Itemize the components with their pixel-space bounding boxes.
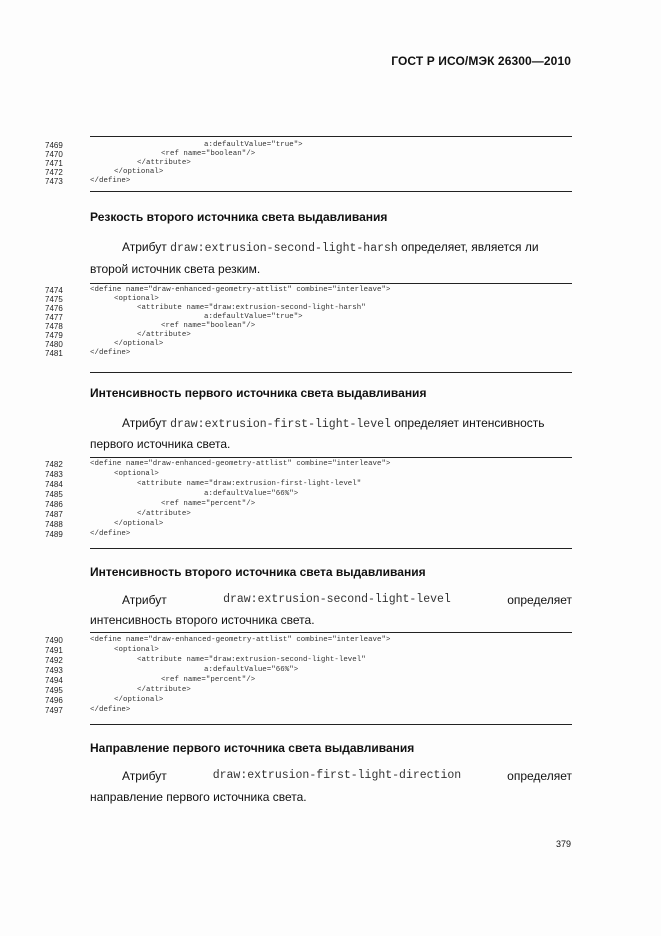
code-bottom-rule xyxy=(90,724,572,725)
code-text: </optional> xyxy=(114,168,164,176)
code-text: <ref name="boolean"/> xyxy=(161,150,256,158)
line-number: 7492 xyxy=(45,656,63,665)
code-text: <attribute name="draw:extrusion-second-light-level" xyxy=(137,656,366,664)
line-number: 7485 xyxy=(45,490,63,499)
code-text: <attribute name="draw:extrusion-first-light-level" xyxy=(137,480,362,488)
code-text: a:defaultValue="66%"> xyxy=(204,490,299,498)
line-number: 7491 xyxy=(45,646,63,655)
section-heading: Интенсивность первого источника света выдавливания xyxy=(90,386,427,400)
page-number: 379 xyxy=(555,839,571,849)
paragraph-text: определяет xyxy=(507,593,572,607)
line-number: 7470 xyxy=(45,150,63,159)
line-number: 7497 xyxy=(45,706,63,715)
code-line xyxy=(0,322,661,331)
code-line xyxy=(0,150,661,159)
attribute-name: draw:extrusion-first-light-direction xyxy=(212,769,462,782)
paragraph-line xyxy=(122,593,572,607)
code-text: a:defaultValue="66%"> xyxy=(204,666,299,674)
code-line xyxy=(0,340,661,349)
section-heading: Резкость второго источника света выдавливания xyxy=(90,210,388,224)
code-text: a:defaultValue="true"> xyxy=(204,141,303,149)
line-number: 7496 xyxy=(45,696,63,705)
code-text: </attribute> xyxy=(137,331,191,339)
code-line xyxy=(0,706,661,715)
code-text: </define> xyxy=(90,177,131,185)
paragraph-line xyxy=(122,240,539,256)
code-line xyxy=(0,520,661,529)
code-text: <define name="draw-enhanced-geometry-attlist" combine="interleave"> xyxy=(90,460,391,468)
code-text: <define name="draw-enhanced-geometry-attlist" combine="interleave"> xyxy=(90,286,391,294)
code-line xyxy=(0,295,661,304)
line-number: 7473 xyxy=(45,177,63,186)
paragraph-line xyxy=(122,769,572,783)
code-line xyxy=(0,490,661,499)
paragraph-text: Атрибут xyxy=(122,593,167,607)
section-heading: Направление первого источника света выдавливания xyxy=(90,741,415,755)
code-text: <ref name="percent"/> xyxy=(161,500,256,508)
code-text: </define> xyxy=(90,706,131,714)
paragraph-text: определяет, является ли xyxy=(401,240,539,254)
code-text: <ref name="percent"/> xyxy=(161,676,256,684)
code-text: <ref name="boolean"/> xyxy=(161,322,256,330)
line-number: 7495 xyxy=(45,686,63,695)
code-line xyxy=(0,530,661,539)
line-number: 7494 xyxy=(45,676,63,685)
line-number: 7469 xyxy=(45,141,63,150)
line-number: 7482 xyxy=(45,460,63,469)
line-number: 7490 xyxy=(45,636,63,645)
code-text: </optional> xyxy=(114,340,164,348)
line-number: 7472 xyxy=(45,168,63,177)
code-line xyxy=(0,480,661,489)
line-number: 7477 xyxy=(45,313,63,322)
code-line xyxy=(0,286,661,295)
code-text: </define> xyxy=(90,349,131,357)
document-header: ГОСТ Р ИСО/МЭК 26300—2010 xyxy=(391,54,571,68)
code-bottom-rule xyxy=(90,191,572,192)
paragraph-line: направление первого источника света. xyxy=(90,790,307,804)
code-line xyxy=(0,666,661,675)
code-line xyxy=(0,676,661,685)
line-number: 7484 xyxy=(45,480,63,489)
paragraph-line: интенсивность второго источника света. xyxy=(90,613,315,627)
line-number: 7488 xyxy=(45,520,63,529)
code-line xyxy=(0,141,661,150)
paragraph-line xyxy=(122,416,545,432)
code-top-rule xyxy=(90,457,572,458)
paragraph-text: Атрибут xyxy=(122,240,167,254)
code-top-rule xyxy=(90,283,572,284)
line-number: 7486 xyxy=(45,500,63,509)
code-line xyxy=(0,331,661,340)
code-text: </attribute> xyxy=(137,510,191,518)
attribute-name: draw:extrusion-second-light-harsh xyxy=(170,242,398,255)
line-number: 7476 xyxy=(45,304,63,313)
code-top-rule xyxy=(90,136,572,137)
code-line xyxy=(0,646,661,655)
line-number: 7487 xyxy=(45,510,63,519)
code-text: <optional> xyxy=(114,295,159,303)
code-text: <attribute name="draw:extrusion-second-light-harsh" xyxy=(137,304,366,312)
paragraph-line: второй источник света резким. xyxy=(90,262,261,276)
code-bottom-rule xyxy=(90,372,572,373)
code-line xyxy=(0,510,661,519)
code-text: <define name="draw-enhanced-geometry-attlist" combine="interleave"> xyxy=(90,636,391,644)
paragraph-text: определяет интенсивность xyxy=(394,416,545,430)
line-number: 7489 xyxy=(45,530,63,539)
code-line xyxy=(0,313,661,322)
code-line xyxy=(0,177,661,186)
code-text: </attribute> xyxy=(137,686,191,694)
paragraph-text: определяет xyxy=(507,769,572,783)
code-line xyxy=(0,656,661,665)
code-top-rule xyxy=(90,632,572,633)
line-number: 7483 xyxy=(45,470,63,479)
code-line xyxy=(0,696,661,705)
line-number: 7479 xyxy=(45,331,63,340)
line-number: 7475 xyxy=(45,295,63,304)
line-number: 7481 xyxy=(45,349,63,358)
code-line xyxy=(0,168,661,177)
code-line xyxy=(0,304,661,313)
paragraph-text: Атрибут xyxy=(122,769,167,783)
code-text: </optional> xyxy=(114,520,164,528)
code-bottom-rule xyxy=(90,548,572,549)
line-number: 7493 xyxy=(45,666,63,675)
attribute-name: draw:extrusion-second-light-level xyxy=(223,593,451,606)
line-number: 7478 xyxy=(45,322,63,331)
code-text: </define> xyxy=(90,530,131,538)
code-text: </attribute> xyxy=(137,159,191,167)
code-line xyxy=(0,470,661,479)
line-number: 7474 xyxy=(45,286,63,295)
code-line xyxy=(0,349,661,358)
paragraph-line: первого источника света. xyxy=(90,437,231,451)
line-number: 7480 xyxy=(45,340,63,349)
paragraph-text: Атрибут xyxy=(122,416,167,430)
code-text: <optional> xyxy=(114,470,159,478)
code-text: </optional> xyxy=(114,696,164,704)
line-number: 7471 xyxy=(45,159,63,168)
code-line xyxy=(0,460,661,469)
code-text: <optional> xyxy=(114,646,159,654)
code-line xyxy=(0,636,661,645)
code-text: a:defaultValue="true"> xyxy=(204,313,303,321)
code-line xyxy=(0,686,661,695)
code-line xyxy=(0,159,661,168)
attribute-name: draw:extrusion-first-light-level xyxy=(170,418,391,431)
code-line xyxy=(0,500,661,509)
section-heading: Интенсивность второго источника света выдавливания xyxy=(90,565,426,579)
